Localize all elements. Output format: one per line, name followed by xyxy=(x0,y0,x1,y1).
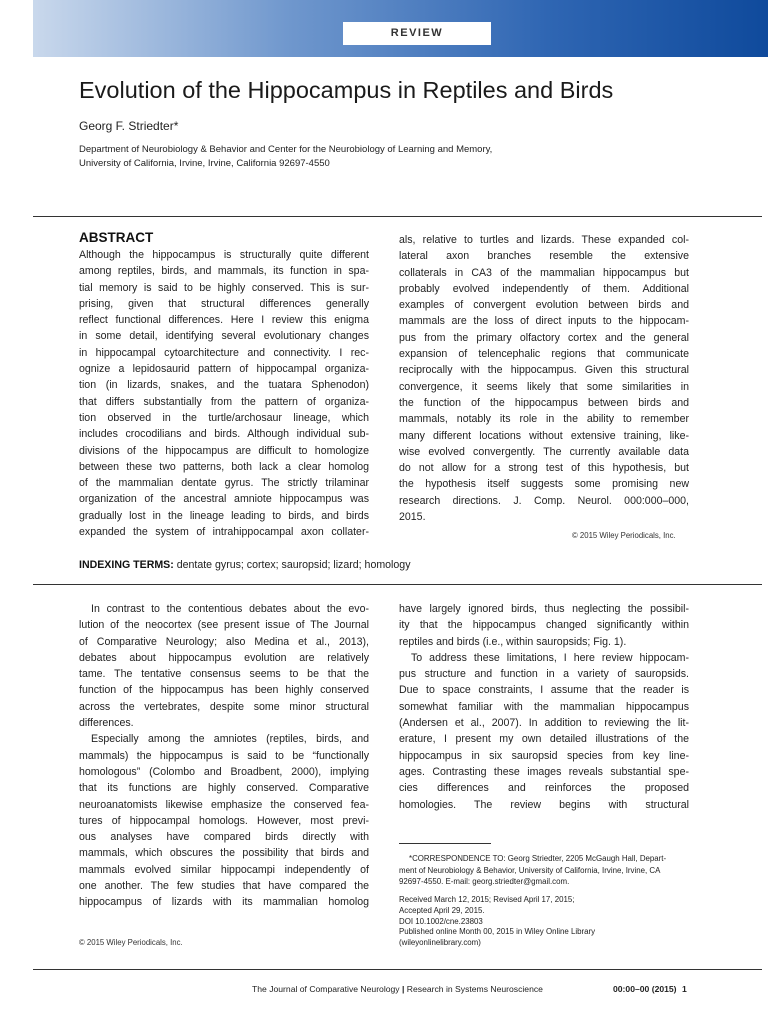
affiliation xyxy=(79,143,719,170)
body-line: homologies. The review begins with structural xyxy=(399,798,689,811)
footer-journal xyxy=(252,984,543,994)
correspondence-line: 92697-4550. E-mail: georg.striedter@gmail.com. xyxy=(399,877,570,886)
abstract-line: expanded the system of intrahippocampal axon collater- xyxy=(79,526,369,539)
abstract-line: examples of convergent evolution between birds and xyxy=(399,299,689,312)
abstract-line: divisions of the hippocampus are difficult to homologize xyxy=(79,444,369,457)
abstract-line: the hypothesis itself suggests some promising new xyxy=(399,478,689,491)
abstract-line: als, relative to turtles and lizards. These expanded col- xyxy=(399,234,689,246)
dates-line: Published online Month 00, 2015 in Wiley Online Library xyxy=(399,927,596,937)
body-line: tame. The tentative consensus seems to be that the xyxy=(79,668,369,681)
publication-dates xyxy=(399,895,689,949)
abstract-line: in some detail, identifying several evolutionary changes xyxy=(79,330,369,343)
abstract-line: tion (in lizards, snakes, and the tuatara Sphenodon) xyxy=(79,379,369,392)
body-line: In contrast to the contentious debates about the evo- xyxy=(91,603,369,615)
body-line: differences. xyxy=(79,717,134,730)
abstract-line: collaterals in CA3 of the mammalian hippocampus but xyxy=(399,266,689,279)
abstract-line: research directions. J. Comp. Neurol. 000:000–000, xyxy=(399,494,689,507)
body-line: ages. Contrasting these images reveals substantial spe- xyxy=(399,765,689,778)
body-line: To address these limitations, I here review hippocam- xyxy=(411,651,689,664)
body-line: that its functions are highly conserved. Comparative xyxy=(79,782,369,795)
body-line: Due to space constraints, I assume that the reader is xyxy=(399,684,689,697)
page-number: 1 xyxy=(682,984,687,994)
abstract-line: do not allow for a strong test of this hypothesis, but xyxy=(399,462,689,475)
abstract-line: lateral axon branches resemble the extensive xyxy=(399,250,689,263)
divider xyxy=(33,584,762,585)
abstract-line: among reptiles, birds, and mammals, its function in spa- xyxy=(79,265,369,278)
body-line: pus structure and function in a variety of sauropsids. xyxy=(399,668,689,681)
body-line: have largely ignored birds, thus neglecting the possibil- xyxy=(399,603,689,615)
body-line: homologous” (Colombo and Broadbent, 2000), implying xyxy=(79,765,369,778)
abstract-line: reciprocally with the hippocampus. Given this structural xyxy=(399,364,689,377)
footer-journal-name: The Journal of Comparative Neurology xyxy=(252,984,400,994)
abstract-line: of the mammalian dentate gyrus. The strictly trilaminar xyxy=(79,477,369,490)
abstract-line: convergence, it seems likely that some similarities in xyxy=(399,380,689,393)
abstract-line: wise evolved convergently. The currently available data xyxy=(399,445,689,458)
correspondence-note xyxy=(399,853,689,888)
abstract-line: Although the hippocampus is structurally quite different xyxy=(79,249,369,261)
body-line: mammals, which obscures the possibility that birds and xyxy=(79,847,369,860)
abstract-line: many different locations without extensive training, like- xyxy=(399,429,689,442)
footer-divider xyxy=(33,969,762,970)
footer-separator: | xyxy=(402,984,405,994)
body-line: mammals evolved similar hippocampi independently of xyxy=(79,863,369,876)
abstract-line: gradually lost in the lineage leading to birds, and birds xyxy=(79,509,369,522)
body-copyright: © 2015 Wiley Periodicals, Inc. xyxy=(79,938,183,947)
abstract-line: the function of the hippocampus between birds and xyxy=(399,396,689,409)
abstract-line: probably evolved independently of them. Additional xyxy=(399,282,689,295)
indexing-label: INDEXING TERMS: xyxy=(79,559,174,571)
body-line: one another. The few studies that have compared the xyxy=(79,880,369,893)
abstract-line: reflect functional differences. Here I review this enigma xyxy=(79,314,369,327)
body-line: hippocampus in six sauropsid species from key line- xyxy=(399,749,689,762)
correspondence-line: *CORRESPONDENCE TO: Georg Striedter, 2205 McGaugh Hall, Depart- xyxy=(409,854,667,863)
body-line: reptiles and birds (i.e., within sauropsids; Fig. 1). xyxy=(399,635,627,648)
dates-line: (wileyonlinelibrary.com) xyxy=(399,938,481,948)
body-line: cies differences and reinforces the proposed xyxy=(399,782,689,795)
abstract-line: organization of the ancestral amniote hippocampus was xyxy=(79,493,369,506)
body-line: erature, I present my own detailed illustrations of the xyxy=(399,733,689,746)
abstract-right-column xyxy=(399,232,689,525)
body-line: across the vertebrates, despite some minor structural xyxy=(79,700,369,713)
divider xyxy=(33,216,762,217)
abstract-line: prising, given that structural differences generally xyxy=(79,297,369,310)
body-line: (Andersen et al., 2007). In addition to reviewing the lit- xyxy=(399,717,689,730)
abstract-line: mammals, notably its role in the ability to remember xyxy=(399,413,689,426)
abstract-line: in hippocampal cytoarchitecture and connectivity. I rec- xyxy=(79,346,369,359)
body-line: function of the hippocampus has been highly conserved xyxy=(79,684,369,697)
abstract-line: that differs substantially from the pattern of organiza- xyxy=(79,395,369,408)
body-line: ous analyses have compared birds directly with xyxy=(79,831,369,844)
section-label: REVIEW xyxy=(343,22,491,45)
body-line: of Comparative Neurology; also Medina et al., 2013), xyxy=(79,635,369,648)
indexing-values: dentate gyrus; cortex; sauropsid; lizard; homology xyxy=(176,559,411,571)
body-line: hippocampus of lizards with its mammalian homolog xyxy=(79,896,369,909)
affiliation-line: University of California, Irvine, Irvine, California 92697-4550 xyxy=(79,157,330,169)
body-right-column xyxy=(399,601,689,813)
affiliation-line: Department of Neurobiology & Behavior and Center for the Neurobiology of Learning and Memory, xyxy=(79,144,493,155)
abstract-copyright: © 2015 Wiley Periodicals, Inc. xyxy=(572,531,676,540)
indexing-terms xyxy=(79,559,411,571)
body-line: somewhat familiar with the mammalian hippocampus xyxy=(399,700,689,713)
article-title: Evolution of the Hippocampus in Reptiles and Birds xyxy=(79,77,614,103)
abstract-line: between these two patterns, both lack a clear homolog xyxy=(79,460,369,473)
dates-line: Received March 12, 2015; Revised April 17, 2015; xyxy=(399,895,575,904)
body-line: mammals) the hippocampus is said to be “functionally xyxy=(79,749,369,762)
abstract-line: ognize a lepidosaurid pattern of hippocampal organiza- xyxy=(79,363,369,376)
author-name: Georg F. Striedter* xyxy=(79,119,179,133)
body-line: debates about hippocampus evolution are relatively xyxy=(79,651,369,664)
abstract-line: expansion of telencephalic regions that communicate xyxy=(399,348,689,361)
abstract-line: mammals are the loss of direct inputs to the hippocam- xyxy=(399,315,689,328)
dates-line: DOI 10.1002/cne.23803 xyxy=(399,916,483,926)
dates-line: Accepted April 29, 2015. xyxy=(399,905,485,915)
abstract-line: includes crocodilians and birds. Although individual sub- xyxy=(79,428,369,441)
abstract-line: tial memory is said to be highly conserved. This is sur- xyxy=(79,281,369,294)
footer-pages: 00:00–00 (2015) xyxy=(613,984,677,994)
body-line: tures of hippocampal homologs. However, most previ- xyxy=(79,814,369,827)
abstract-heading: ABSTRACT xyxy=(79,230,154,245)
header-banner xyxy=(33,0,768,57)
body-line: neuroanatomists likewise emphasize the conserved fea- xyxy=(79,798,369,811)
footnote-divider xyxy=(399,843,491,844)
abstract-left-column xyxy=(79,247,369,540)
body-line: Especially among the amniotes (reptiles, birds, and xyxy=(91,733,369,746)
body-line: ity that the hippocampus changed significantly within xyxy=(399,619,689,632)
abstract-line: pus from the primary olfactory cortex and the general xyxy=(399,331,689,344)
body-line: lution of the neocortex (see present issue of The Journal xyxy=(79,619,369,632)
correspondence-line: ment of Neurobiology & Behavior, University of California, Irvine, Irvine, CA xyxy=(399,865,661,875)
body-left-column xyxy=(79,601,369,911)
abstract-line: tion observed in the turtle/archosaur lineage, which xyxy=(79,411,369,424)
footer-journal-subtitle: Research in Systems Neuroscience xyxy=(406,984,543,994)
abstract-line: 2015. xyxy=(399,511,426,524)
